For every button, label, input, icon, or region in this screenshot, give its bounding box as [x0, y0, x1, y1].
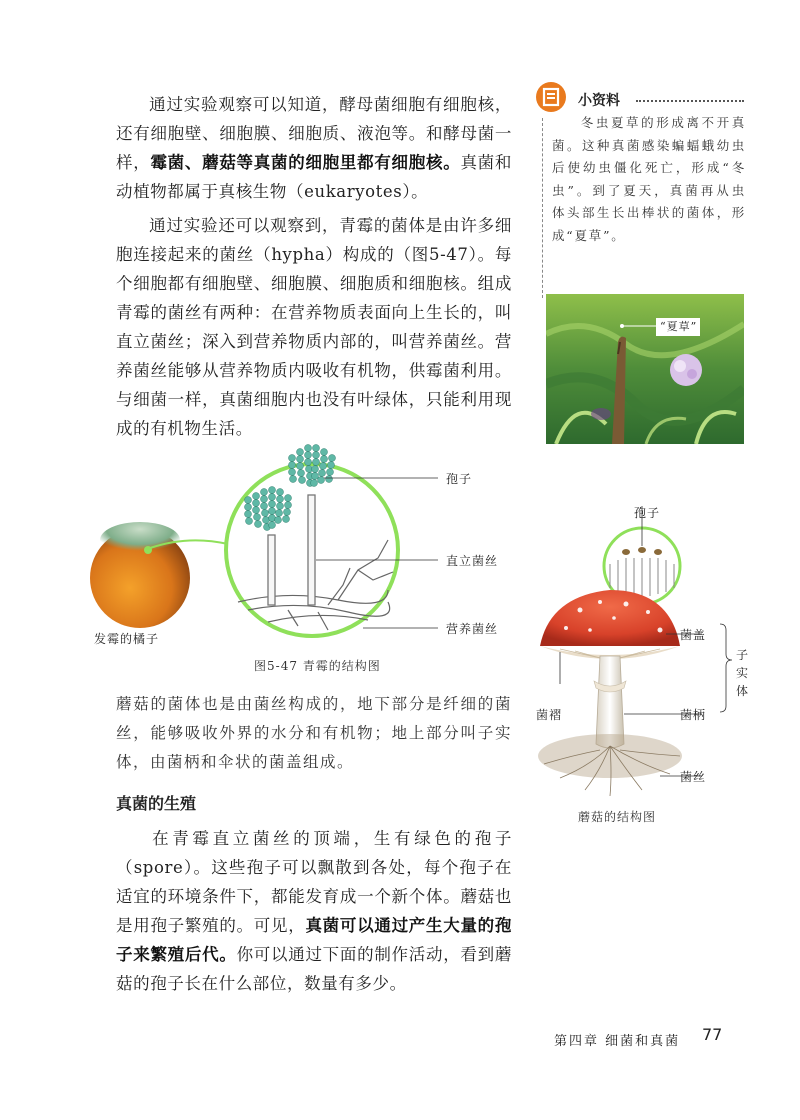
- sidebar-border: [542, 118, 544, 298]
- label-mushroom-spore: 孢子: [634, 506, 661, 520]
- sidebar-text-content: 冬虫夏草的形成离不开真菌。这种真菌感染蝙蝠蛾幼虫后使幼虫僵化死亡，形成“冬虫”。到了夏天，真菌再从虫体头部生长出棒状的菌体，形成“夏草”。: [552, 115, 746, 243]
- label-gill: 菌褶: [536, 708, 563, 722]
- paragraph-text: 通过实验还可以观察到，青霉的菌体是由许多细胞连接起来的菌丝（hypha）构成的（图5-47）。每个细胞都有细胞壁、细胞膜、细胞质和细胞核。组成青霉的菌丝有两种：在营养物质表面向上生长的，叫直立菌丝；深入到营养物质内部的，叫营养菌丝。营养菌丝能够从营养物质内吸收有机物，供霉菌利用。与细菌一样，真菌细胞内也没有叶绿体，只能利用现成的有机物生活。: [116, 216, 512, 438]
- figure-penicillium: [88, 440, 518, 670]
- figure-mushroom: [530, 506, 760, 806]
- section-heading: 真菌的生殖: [116, 794, 197, 813]
- label-stalk: 菌柄: [680, 708, 707, 722]
- paragraph-text: 你可以通过下面的制作活动，看到蘑菇的孢子长在什么部位，数量有多少。: [116, 945, 512, 993]
- photo-label-xiacao: “夏草”: [660, 320, 698, 333]
- label-spore: 孢子: [446, 472, 473, 486]
- paragraph-text: 真菌和动植物都属于真核生物（eukaryotes）。: [116, 153, 512, 201]
- paragraph-text: 通过实验观察可以知道，酵母菌细胞有细胞核，还有细胞壁、细胞膜、细胞质、液泡等。和酵母菌一样，: [116, 95, 512, 172]
- label-upright-hypha: 直立菌丝: [446, 554, 499, 568]
- bold-text: 霉菌、蘑菇等真菌的细胞里都有细胞核。: [150, 153, 461, 172]
- paragraph-text: 在青霉直立菌丝的顶端，生有绿色的孢子（spore）。这些孢子可以飘散到各处，每个孢子在适宜的环境条件下，都能发育成一个新个体。蘑菇也是用孢子繁殖的。可见，: [116, 829, 512, 935]
- label-hypha: 菌丝: [680, 770, 707, 784]
- info-book-icon: [536, 82, 566, 112]
- paragraph-penicillium: [116, 211, 512, 443]
- paragraph-mushroom: [116, 690, 512, 777]
- sidebar-title: 小资料: [578, 93, 620, 109]
- page-number: 77: [702, 1025, 723, 1044]
- label-fruiting-body: 子实体: [736, 648, 750, 698]
- chapter-footer: 第四章 细菌和真菌: [554, 1034, 681, 1049]
- bold-text: 真菌可以通过产生大量的孢子来繁殖后代。: [116, 916, 512, 964]
- figure-caption-penicillium: 图5-47 青霉的结构图: [254, 659, 381, 673]
- paragraph-text: 蘑菇的菌体也是由菌丝构成的，地下部分是纤细的菌丝，能够吸收外界的水分和有机物；地上部分叫子实体，由菌柄和伞状的菌盖组成。: [116, 695, 512, 771]
- caption-moldy-orange: 发霉的橘子: [94, 632, 160, 646]
- cordyceps-photo: [546, 294, 744, 444]
- paragraph-yeast-cell: [116, 90, 512, 206]
- label-nutrient-hypha: 营养菌丝: [446, 622, 499, 636]
- label-cap: 菌盖: [680, 628, 707, 642]
- figure-caption-mushroom: 蘑菇的结构图: [578, 810, 657, 824]
- sidebar-text: [552, 112, 746, 247]
- paragraph-reproduction: [116, 824, 512, 998]
- sidebar-divider: [636, 100, 744, 102]
